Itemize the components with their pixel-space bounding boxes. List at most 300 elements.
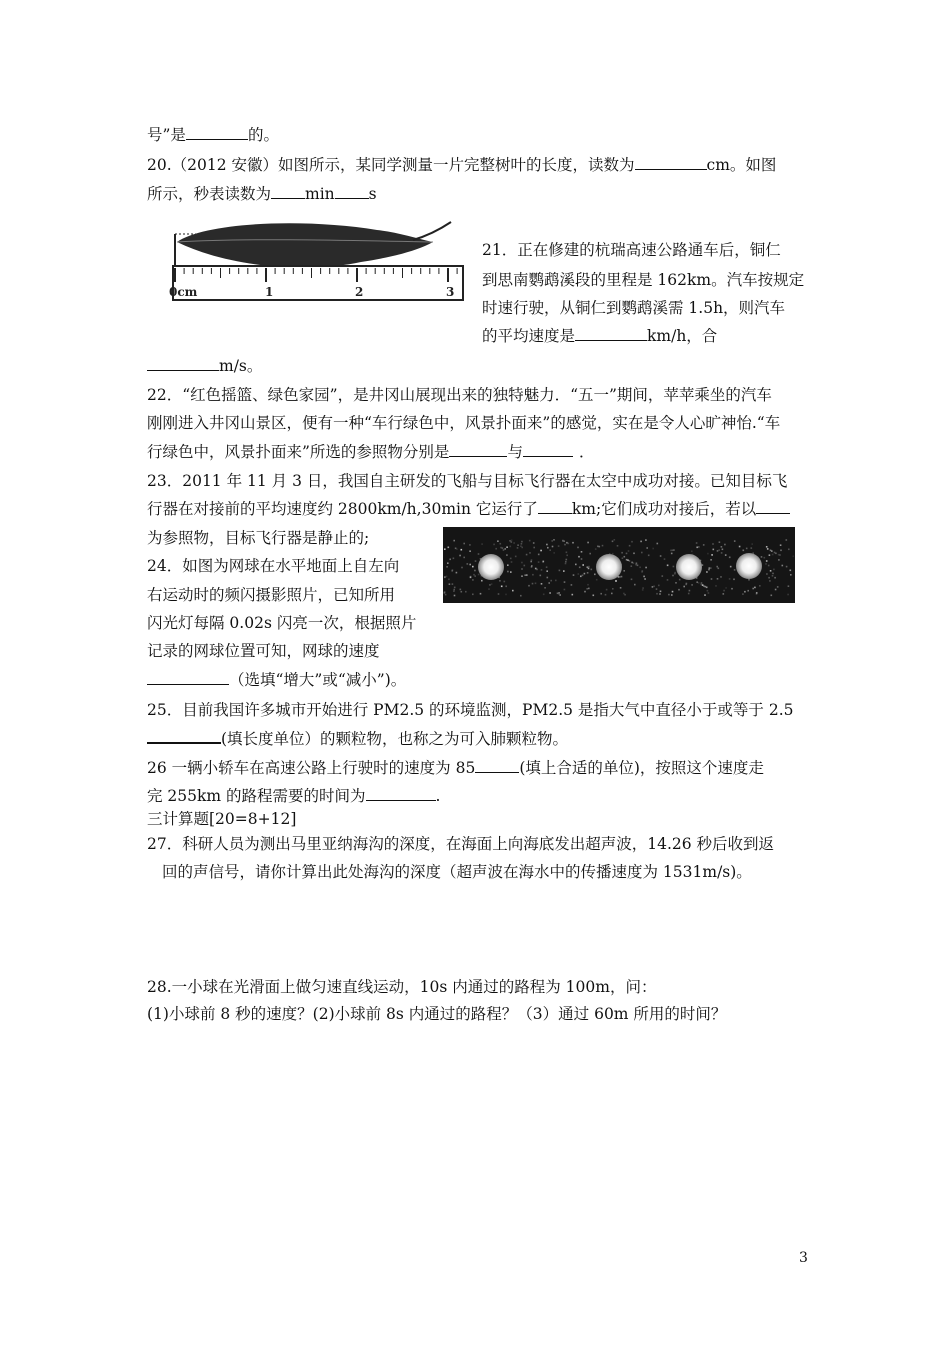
photo-grain — [547, 547, 549, 549]
tennis-ball-4 — [736, 553, 762, 579]
photo-grain — [639, 567, 641, 569]
photo-grain — [587, 584, 589, 586]
photo-grain — [614, 539, 616, 541]
photo-grain — [668, 594, 670, 596]
photo-grain — [779, 554, 781, 556]
photo-grain — [691, 584, 693, 586]
photo-grain — [511, 539, 513, 541]
photo-grain — [759, 585, 761, 587]
photo-grain — [747, 590, 749, 592]
photo-grain — [709, 567, 711, 569]
photo-grain — [470, 577, 472, 579]
photo-grain — [521, 568, 523, 570]
photo-grain — [717, 550, 719, 552]
photo-grain — [786, 539, 788, 541]
photo-grain — [648, 555, 650, 557]
photo-grain — [472, 594, 474, 596]
photo-grain — [751, 543, 753, 545]
q22-line3: 行绿色中，风景扑面来”所选的参照物分别是 与 ． — [147, 443, 595, 461]
q25-line1: 25．目前我国许多城市开始进行 PM2.5 的环境监测，PM2.5 是指大气中直径小于或等于 2.5 — [147, 701, 794, 719]
photo-grain — [706, 587, 708, 589]
photo-grain — [629, 545, 631, 547]
ruler-label-3: 3 — [446, 285, 455, 299]
photo-grain — [587, 542, 589, 544]
photo-grain — [628, 550, 630, 552]
photo-grain — [506, 546, 508, 548]
photo-grain — [540, 550, 542, 552]
photo-grain — [667, 579, 669, 581]
photo-grain — [550, 580, 552, 582]
photo-grain — [721, 546, 723, 548]
ruler-body — [173, 266, 463, 300]
photo-grain — [594, 574, 596, 576]
photo-grain — [595, 548, 597, 550]
photo-grain — [685, 584, 687, 586]
photo-grain — [549, 549, 551, 551]
photo-grain — [658, 585, 660, 587]
page-number: 3 — [799, 1250, 808, 1266]
photo-grain — [646, 547, 648, 549]
q28-line2: (1)小球前 8 秒的速度？(2)小球前 8s 内通过的路程？（3）通过 60m 所用的时间？ — [147, 1005, 727, 1023]
blank — [147, 670, 229, 685]
tennis-ball-strobe-photo — [443, 527, 795, 603]
photo-grain — [528, 585, 530, 587]
photo-grain — [493, 544, 495, 546]
photo-grain — [652, 548, 654, 550]
blank — [538, 499, 572, 514]
photo-grain — [533, 542, 535, 544]
photo-grain — [579, 567, 581, 569]
photo-grain — [469, 564, 471, 566]
photo-grain — [453, 589, 455, 591]
photo-grain — [584, 573, 586, 575]
photo-grain — [472, 579, 474, 581]
photo-grain — [768, 565, 770, 567]
q19-tail: 号”是 的。 — [147, 126, 279, 144]
photo-grain — [660, 591, 662, 593]
photo-grain — [480, 593, 482, 595]
photo-grain — [675, 582, 677, 584]
photo-grain — [633, 553, 635, 555]
photo-grain — [703, 544, 705, 546]
photo-grain — [499, 580, 501, 582]
photo-grain — [656, 593, 658, 595]
photo-grain — [723, 593, 725, 595]
photo-grain — [778, 559, 780, 561]
photo-grain — [581, 558, 583, 560]
photo-grain — [509, 540, 511, 542]
blank — [186, 125, 248, 140]
q24-line1: 24．如图为网球在水平地面上自左向 — [147, 557, 400, 575]
photo-grain — [678, 589, 680, 591]
photo-grain — [766, 560, 768, 562]
photo-grain — [444, 548, 446, 550]
photo-grain — [671, 594, 673, 596]
photo-grain — [498, 593, 500, 595]
photo-grain — [622, 557, 624, 559]
tennis-ball-1 — [478, 554, 504, 580]
photo-grain — [510, 558, 512, 560]
photo-grain — [644, 578, 646, 580]
photo-grain — [729, 557, 731, 559]
photo-grain — [535, 583, 537, 585]
photo-grain — [572, 542, 574, 544]
photo-grain — [532, 583, 534, 585]
photo-grain — [546, 566, 548, 568]
photo-grain — [602, 545, 604, 547]
photo-grain — [501, 586, 503, 588]
photo-grain — [444, 591, 446, 593]
photo-grain — [672, 550, 674, 552]
photo-grain — [769, 580, 771, 582]
photo-grain — [761, 556, 763, 558]
photo-grain — [455, 548, 457, 550]
photo-grain — [555, 580, 557, 582]
photo-grain — [511, 561, 513, 563]
photo-grain — [500, 543, 502, 545]
photo-grain — [739, 546, 741, 548]
photo-grain — [469, 550, 471, 552]
photo-grain — [599, 546, 601, 548]
photo-grain — [673, 549, 675, 551]
photo-grain — [769, 554, 771, 556]
q21-line4: 的平均速度是 km/h，合 — [482, 327, 718, 345]
photo-grain — [664, 558, 666, 560]
photo-grain — [524, 574, 526, 576]
photo-grain — [619, 576, 621, 578]
photo-grain — [530, 561, 532, 563]
photo-grain — [634, 584, 636, 586]
photo-grain — [529, 552, 531, 554]
photo-grain — [463, 543, 465, 545]
photo-grain — [640, 541, 642, 543]
photo-grain — [721, 552, 723, 554]
photo-grain — [635, 564, 637, 566]
photo-grain — [521, 543, 523, 545]
photo-grain — [551, 540, 553, 542]
photo-grain — [553, 539, 555, 541]
photo-grain — [660, 555, 662, 557]
leaf-tip — [413, 222, 451, 240]
photo-grain — [503, 549, 505, 551]
photo-grain — [473, 574, 475, 576]
photo-grain — [773, 569, 775, 571]
photo-grain — [624, 556, 626, 558]
photo-grain — [454, 595, 456, 597]
photo-grain — [643, 576, 645, 578]
photo-grain — [543, 594, 545, 596]
photo-grain — [723, 590, 725, 592]
photo-grain — [517, 547, 519, 549]
photo-grain — [587, 566, 589, 568]
photo-grain — [502, 547, 504, 549]
photo-grain — [631, 579, 633, 581]
photo-grain — [600, 593, 602, 595]
photo-grain — [521, 575, 523, 577]
photo-grain — [445, 594, 447, 596]
blank — [366, 786, 436, 801]
photo-grain — [472, 566, 474, 568]
photo-grain — [698, 582, 700, 584]
photo-grain — [553, 552, 555, 554]
photo-grain — [775, 589, 777, 591]
photo-grain — [706, 571, 708, 573]
photo-grain — [725, 587, 727, 589]
tennis-ball-2 — [596, 554, 622, 580]
photo-grain — [657, 543, 659, 545]
q20-line2: 所示，秒表读数为 min s — [147, 185, 377, 203]
photo-grain — [748, 579, 750, 581]
photo-grain — [777, 586, 779, 588]
photo-grain — [453, 590, 455, 592]
photo-grain — [631, 565, 633, 567]
q21-line1: 21．正在修建的杭瑞高速公路通车后，铜仁 — [482, 241, 781, 259]
photo-grain — [774, 552, 776, 554]
photo-grain — [500, 547, 502, 549]
photo-grain — [475, 560, 477, 562]
photo-grain — [626, 559, 628, 561]
photo-grain — [756, 592, 758, 594]
photo-grain — [671, 553, 673, 555]
photo-grain — [701, 582, 703, 584]
photo-grain — [704, 594, 706, 596]
photo-grain — [673, 566, 675, 568]
photo-grain — [577, 547, 579, 549]
photo-grain — [541, 569, 543, 571]
photo-grain — [790, 574, 792, 576]
photo-grain — [558, 545, 560, 547]
photo-grain — [715, 585, 717, 587]
photo-grain — [733, 579, 735, 581]
photo-grain — [505, 586, 507, 588]
photo-grain — [611, 593, 613, 595]
photo-grain — [718, 549, 720, 551]
photo-grain — [642, 587, 644, 589]
blank — [449, 442, 507, 457]
photo-grain — [591, 569, 593, 571]
photo-grain — [587, 572, 589, 574]
photo-grain — [510, 546, 512, 548]
blank — [523, 442, 573, 457]
photo-grain — [491, 583, 493, 585]
photo-grain — [717, 578, 719, 580]
photo-grain — [465, 591, 467, 593]
photo-grain — [751, 547, 753, 549]
photo-grain — [453, 558, 455, 560]
photo-grain — [641, 552, 643, 554]
photo-grain — [452, 569, 454, 571]
q27-line2: 回的声信号，请你计算出此处海沟的深度（超声波在海水中的传播速度为 1531m/s)。 — [162, 863, 752, 881]
photo-grain — [575, 564, 577, 566]
q20-line1: 20.（2012 安徽）如图所示，某同学测量一片完整树叶的长度，读数为 cm。如图 — [147, 156, 777, 174]
photo-grain — [572, 594, 574, 596]
photo-grain — [720, 576, 722, 578]
photo-grain — [562, 540, 564, 542]
photo-grain — [538, 561, 540, 563]
photo-grain — [771, 595, 773, 597]
photo-grain — [645, 567, 647, 569]
photo-grain — [667, 565, 669, 567]
photo-grain — [710, 567, 712, 569]
photo-grain — [488, 588, 490, 590]
photo-grain — [662, 575, 664, 577]
photo-grain — [744, 591, 746, 593]
photo-grain — [698, 546, 700, 548]
photo-grain — [563, 570, 565, 572]
photo-grain — [507, 564, 509, 566]
photo-grain — [573, 574, 575, 576]
photo-grain — [520, 595, 522, 597]
q22-line1: 22．“红色摇篮、绿色家园”，是井冈山展现出来的独特魅力．“五一”期间，苹苹乘坐的汽车 — [147, 386, 772, 404]
photo-grain — [710, 559, 712, 561]
photo-grain — [719, 541, 721, 543]
photo-grain — [526, 554, 528, 556]
photo-grain — [446, 576, 448, 578]
section-title-calculation: 三计算题[20=8+12] — [147, 810, 297, 828]
photo-grain — [526, 574, 528, 576]
q22-line2: 刚刚进入井冈山景区，便有一种“车行绿色中，风景扑面来”的感觉，实在是令人心旷神怡.“车 — [147, 414, 781, 432]
photo-grain — [659, 593, 661, 595]
photo-grain — [612, 541, 614, 543]
photo-grain — [770, 570, 772, 572]
photo-grain — [481, 580, 483, 582]
photo-grain — [631, 541, 633, 543]
photo-grain — [645, 539, 647, 541]
blank — [575, 326, 647, 341]
leaf-ruler-figure — [165, 218, 465, 304]
q28-line1: 28.一小球在光滑面上做匀速直线运动，10s 内通过的路程为 100m，问： — [147, 978, 657, 996]
photo-grain — [578, 556, 580, 558]
photo-grain — [787, 594, 789, 596]
photo-grain — [448, 579, 450, 581]
photo-grain — [495, 548, 497, 550]
photo-grain — [696, 581, 698, 583]
photo-grain — [793, 556, 795, 558]
photo-grain — [788, 585, 790, 587]
blank — [147, 356, 219, 371]
photo-grain — [615, 580, 617, 582]
photo-grain — [725, 554, 727, 556]
photo-grain — [564, 544, 566, 546]
q21-line5: m/s。 — [147, 356, 262, 376]
photo-grain — [597, 546, 599, 548]
photo-grain — [780, 550, 782, 552]
photo-grain — [566, 559, 568, 561]
photo-grain — [566, 552, 568, 554]
blank — [147, 728, 221, 744]
photo-grain — [790, 570, 792, 572]
photo-grain — [454, 587, 456, 589]
photo-grain — [731, 588, 733, 590]
photo-grain — [497, 540, 499, 542]
photo-grain — [716, 566, 718, 568]
photo-grain — [448, 547, 450, 549]
photo-grain — [517, 544, 519, 546]
photo-grain — [780, 544, 782, 546]
photo-grain — [559, 570, 561, 572]
photo-grain — [627, 559, 629, 561]
photo-grain — [641, 571, 643, 573]
q23-line3: 为参照物，目标飞行器是静止的; — [147, 529, 370, 547]
photo-grain — [605, 594, 607, 596]
photo-grain — [582, 575, 584, 577]
photo-grain — [766, 573, 768, 575]
photo-grain — [547, 577, 549, 579]
photo-grain — [586, 588, 588, 590]
photo-grain — [444, 576, 446, 578]
photo-grain — [469, 544, 471, 546]
photo-grain — [447, 562, 449, 564]
photo-grain — [621, 552, 623, 554]
q27-line1: 27．科研人员为测出马里亚纳海沟的深度，在海面上向海底发出超声波，14.26 秒后收到返 — [147, 835, 775, 853]
photo-grain — [766, 546, 768, 548]
photo-grain — [707, 553, 709, 555]
photo-grain — [544, 587, 546, 589]
photo-grain — [768, 577, 770, 579]
blank — [756, 499, 790, 514]
photo-grain — [786, 566, 788, 568]
photo-grain — [541, 583, 543, 585]
photo-grain — [529, 540, 531, 542]
photo-grain — [524, 565, 526, 567]
photo-grain — [752, 588, 754, 590]
photo-grain — [701, 584, 703, 586]
blank — [271, 184, 305, 199]
photo-grain — [512, 590, 514, 592]
photo-grain — [505, 594, 507, 596]
photo-grain — [474, 570, 476, 572]
photo-grain — [775, 553, 777, 555]
photo-grain — [670, 550, 672, 552]
photo-grain — [754, 587, 756, 589]
photo-grain — [565, 561, 567, 563]
photo-grain — [774, 577, 776, 579]
photo-grain — [743, 550, 745, 552]
photo-grain — [617, 545, 619, 547]
photo-grain — [478, 553, 480, 555]
photo-grain — [730, 566, 732, 568]
photo-grain — [712, 543, 714, 545]
photo-grain — [566, 542, 568, 544]
photo-grain — [656, 588, 658, 590]
q26-line2: 完 255km 的路程需要的时间为 . — [147, 787, 441, 805]
photo-grain — [463, 557, 465, 559]
q24-line3: 闪光灯每隔 0.02s 闪亮一次，根据照片 — [147, 614, 417, 632]
photo-grain — [506, 554, 508, 556]
photo-grain — [504, 581, 506, 583]
photo-grain — [571, 584, 573, 586]
q23-line2: 行器在对接前的平均速度约 2800km/h,30min 它运行了 km;它们成功对接后，若以 — [147, 499, 790, 519]
photo-grain — [711, 578, 713, 580]
photo-grain — [593, 595, 595, 597]
photo-grain — [504, 548, 506, 550]
photo-grain — [552, 546, 554, 548]
q24-line4: 记录的网球位置可知，网球的速度 — [147, 642, 380, 660]
leaf-shape — [177, 223, 433, 267]
photo-grain — [637, 565, 639, 567]
photo-grain — [620, 587, 622, 589]
photo-grain — [596, 579, 598, 581]
photo-grain — [588, 588, 590, 590]
ruler-label-2: 2 — [355, 285, 364, 299]
photo-grain — [449, 559, 451, 561]
photo-grain — [778, 554, 780, 556]
photo-grain — [734, 569, 736, 571]
photo-grain — [543, 561, 545, 563]
photo-grain — [713, 549, 715, 551]
photo-grain — [507, 571, 509, 573]
photo-grain — [584, 591, 586, 593]
